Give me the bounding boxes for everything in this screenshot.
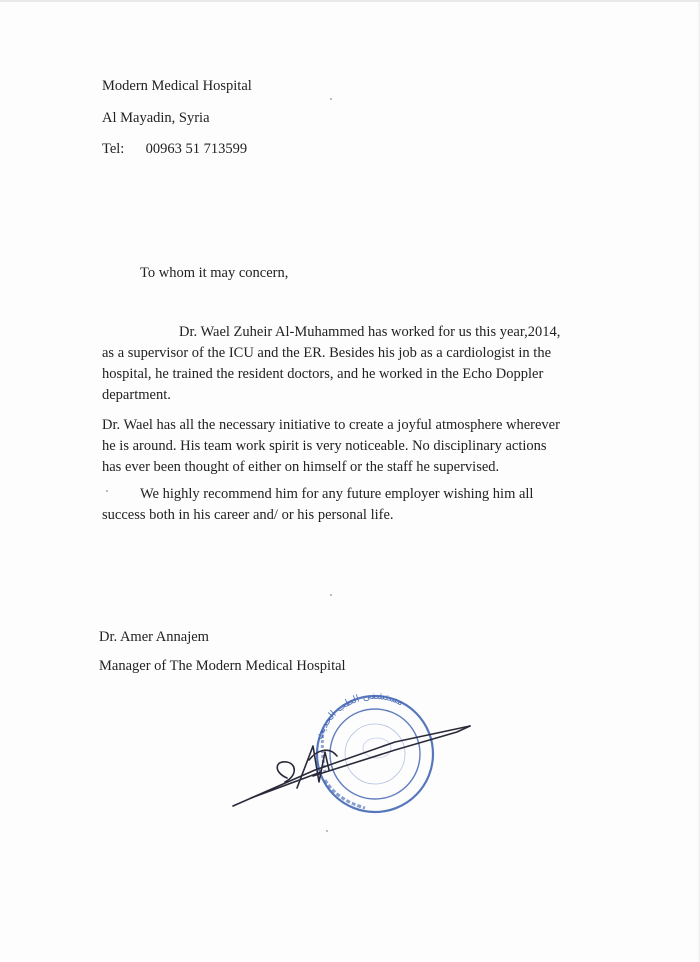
phone-number: 00963 51 713599 xyxy=(145,141,248,157)
paragraph-line: as a supervisor of the ICU and the ER. Besides his job as a cardiologist in the xyxy=(102,345,552,361)
salutation: To whom it may concern, xyxy=(140,265,289,281)
paragraph-line: has ever been thought of either on himself or the staff he supervised. xyxy=(102,459,500,475)
phone-label: Tel: xyxy=(102,141,125,157)
paragraph-employment xyxy=(102,322,560,406)
stamp-and-signature xyxy=(225,690,485,820)
paragraph-character xyxy=(102,415,560,478)
organization-name: Modern Medical Hospital xyxy=(102,78,252,94)
scan-speck xyxy=(330,594,332,596)
paragraph-recommendation xyxy=(102,484,533,526)
paragraph-line: We highly recommend him for any future employer wishing him all xyxy=(140,486,534,502)
scan-speck xyxy=(106,490,108,492)
official-stamp-icon xyxy=(225,690,485,820)
paragraph-line: Dr. Wael has all the necessary initiative to create a joyful atmosphere wherever xyxy=(102,417,560,433)
phone-line xyxy=(102,140,247,158)
paragraph-line: he is around. His team work spirit is very noticeable. No disciplinary actions xyxy=(102,438,547,454)
stamp-text: مستشفى الطب الحديث xyxy=(313,690,405,742)
signatory-title: Manager of The Modern Medical Hospital xyxy=(99,658,346,674)
paragraph-line: department. xyxy=(102,387,171,403)
scan-speck xyxy=(330,98,332,100)
paragraph-line: success both in his career and/ or his personal life. xyxy=(102,507,394,523)
signature-icon xyxy=(233,726,470,806)
organization-location: Al Mayadin, Syria xyxy=(102,110,210,126)
paragraph-line: Dr. Wael Zuheir Al-Muhammed has worked for us this year,2014, xyxy=(179,324,561,340)
svg-text:مستشفى الطب الحديث xyxy=(314,691,405,742)
signatory-name: Dr. Amer Annajem xyxy=(99,629,209,645)
scan-speck xyxy=(326,830,328,832)
paragraph-line: hospital, he trained the resident doctors, and he worked in the Echo Doppler xyxy=(102,366,544,382)
